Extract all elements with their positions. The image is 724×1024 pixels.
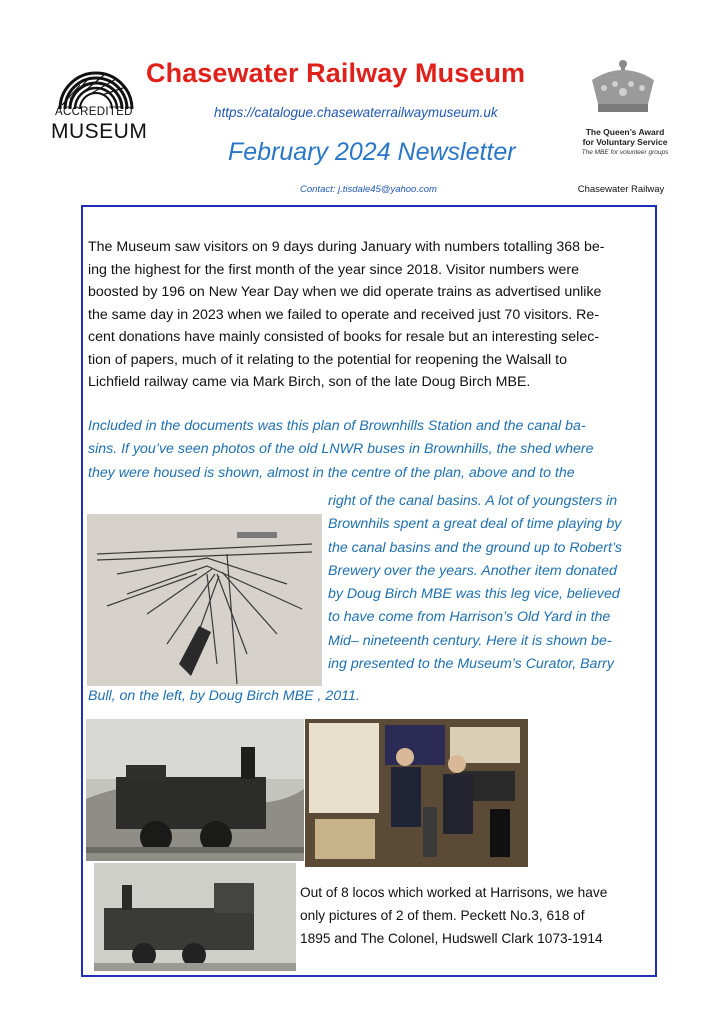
contact-email-link[interactable]: Contact: j.tisdale45@yahoo.com bbox=[300, 184, 437, 195]
paragraph2-side-line: Brownhils spent a great deal of time playing by bbox=[328, 516, 622, 533]
newsletter-title: Chasewater Railway Museum bbox=[146, 58, 526, 88]
queens-award-line2: for Voluntary Service bbox=[582, 137, 668, 147]
paragraph1-line: cent donations have mainly consisted of books for resale but an interesting selec- bbox=[88, 329, 600, 345]
queens-award-line1: The Queen’s Award bbox=[585, 127, 665, 137]
paragraph2-line: Included in the documents was this plan of Brownhills Station and the canal ba- bbox=[88, 418, 586, 434]
plan-description-side-text bbox=[328, 490, 658, 676]
paragraph2-last-line: Bull, on the left, by Doug Birch MBE , 2011. bbox=[88, 688, 360, 704]
museum-label: MUSEUM bbox=[51, 120, 148, 143]
paragraph2-side-line: ing presented to the Museum’s Curator, Barry bbox=[328, 656, 614, 673]
leg-vice-presentation-photo bbox=[305, 719, 528, 867]
paragraph2-side-line: to have come from Harrison’s Old Yard in the bbox=[328, 609, 611, 626]
paragraph3-line: 1895 and The Colonel, Hudswell Clark 1073-1914 bbox=[300, 931, 603, 946]
paragraph2-side-line: Mid– nineteenth century. Here it is shown be- bbox=[328, 632, 612, 649]
paragraph2-side-line: right of the canal basins. A lot of youngsters in bbox=[328, 493, 618, 509]
brownhills-station-plan-image bbox=[87, 514, 322, 686]
paragraph1-line: boosted by 196 on New Year Day when we did operate trains as advertised unlike bbox=[88, 284, 602, 300]
paragraph1-line: the same day in 2023 when we failed to operate and received just 70 visitors. Re- bbox=[88, 306, 600, 323]
crown-icon bbox=[582, 58, 664, 120]
paragraph2-line: they were housed is shown, almost in the centre of the plan, above and to the bbox=[88, 464, 575, 481]
paragraph2-side-line: the canal basins and the ground up to Robert’s bbox=[328, 539, 622, 556]
locomotives-caption-paragraph bbox=[300, 881, 650, 950]
paragraph1-line: tion of papers, much of it relating to the potential for reopening the Walsall to bbox=[88, 351, 567, 368]
queens-award-caption: Chasewater Railway bbox=[577, 184, 665, 195]
paragraph2-side-line: by Doug Birch MBE was this leg vice, believed bbox=[328, 586, 620, 603]
queens-award-subtitle: The MBE for volunteer groups bbox=[581, 149, 669, 156]
queens-award-text bbox=[578, 127, 672, 147]
newsletter-date-heading: February 2024 Newsletter bbox=[228, 138, 516, 166]
visitor-report-paragraph bbox=[88, 236, 654, 394]
paragraph3-line: only pictures of 2 of them. Peckett No.3, 618 of bbox=[300, 908, 585, 923]
paragraph3-line: Out of 8 locos which worked at Harrisons, we have bbox=[300, 885, 608, 900]
paragraph2-line: sins. If you’ve seen photos of the old LNWR buses in Brownhills, the shed where bbox=[88, 441, 594, 458]
the-colonel-locomotive-photo bbox=[94, 863, 296, 971]
plan-description-paragraph bbox=[88, 415, 654, 485]
paragraph1-line: Lichfield railway came via Mark Birch, son of the late Doug Birch MBE. bbox=[88, 374, 531, 390]
peckett-locomotive-photo bbox=[86, 719, 304, 861]
paragraph1-line: ing the highest for the first month of the year since 2018. Visitor numbers were bbox=[88, 261, 580, 278]
accredited-label: ACCREDITED bbox=[55, 106, 133, 118]
paragraph2-side-line: Brewery over the years. Another item donated bbox=[328, 562, 617, 579]
paragraph1-line: The Museum saw visitors on 9 days during January with numbers totalling 368 be- bbox=[88, 239, 605, 255]
catalogue-url-link[interactable]: https://catalogue.chasewaterrailwaymuseum.uk bbox=[214, 105, 498, 120]
